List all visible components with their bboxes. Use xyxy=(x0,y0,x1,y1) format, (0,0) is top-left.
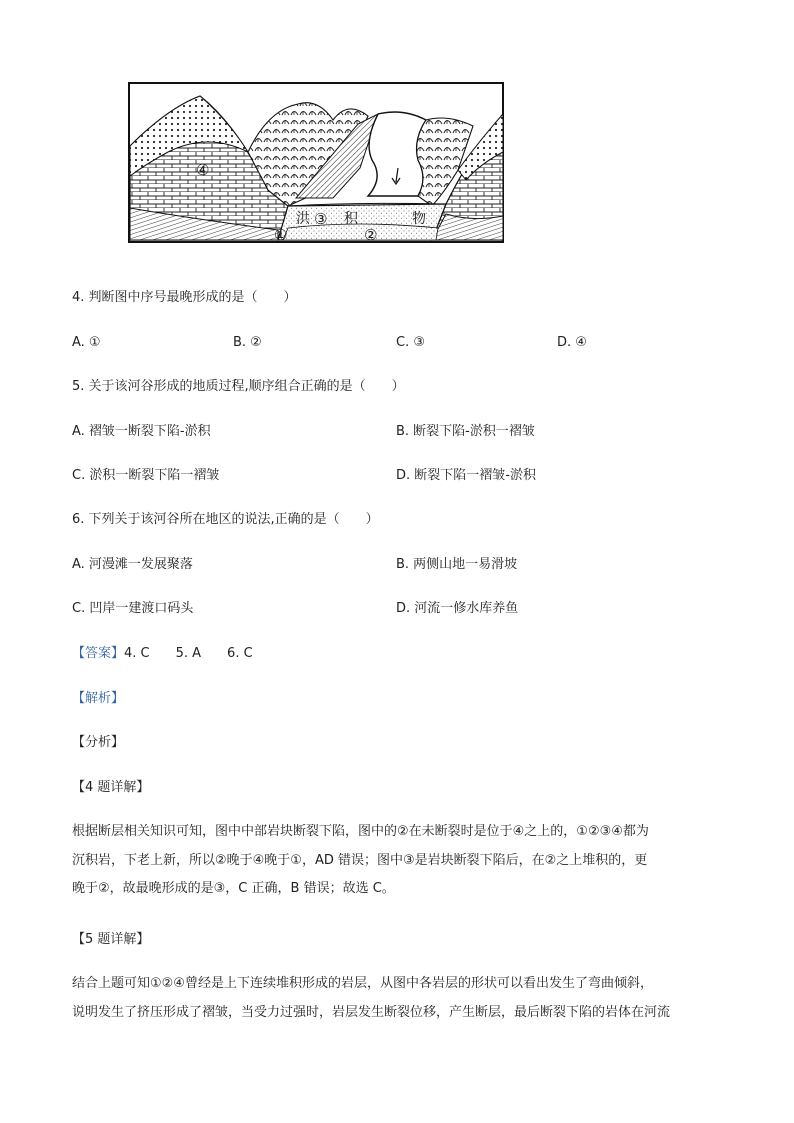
analysis-label: 【解析】 xyxy=(72,691,125,706)
figure-label-4: ④ xyxy=(196,161,210,179)
detail-4-line: 根据断层相关知识可知，图中中部岩块断裂下陷，图中的②在未断裂时是位于④之上的，①②③④都为 xyxy=(72,824,649,839)
q5-option-c: C. 淤积一断裂下陷一褶皱 xyxy=(72,468,220,483)
figure-label-word-3: 物 xyxy=(412,211,426,227)
q6-option-b: B. 两侧山地一易滑坡 xyxy=(396,557,518,572)
q6-option-a: A. 河漫滩一发展聚落 xyxy=(72,557,193,572)
figure-label-3: ③ xyxy=(314,210,328,228)
answer-label: 【答案】 xyxy=(72,646,125,661)
q6-option-d: D. 河流一修水库养鱼 xyxy=(396,601,519,616)
detail-5-line: 说明发生了挤压形成了褶皱，当受力过强时，岩层发生断裂位移，产生断层，最后断裂下陷的岩体在河流 xyxy=(72,1004,671,1020)
q6-option-c: C. 凹岸一建渡口码头 xyxy=(72,601,194,616)
q4-option-c: C. ③ xyxy=(396,335,425,350)
detail-4-body xyxy=(72,818,722,904)
q5-option-a: A. 褶皱一断裂下陷-淤积 xyxy=(72,424,211,439)
detail-5-line: 结合上题可知①②④曾经是上下连续堆积形成的岩层，从图中各岩层的形状可以看出发生了弯曲倾斜， xyxy=(72,976,653,991)
q4-option-a: A. ① xyxy=(72,335,101,350)
q5-stem: 5. 关于该河谷形成的地质过程,顺序组合正确的是（ ） xyxy=(72,379,405,394)
q4-option-d: D. ④ xyxy=(557,335,587,350)
figure-label-word-1: 洪 xyxy=(296,211,310,227)
detail-5-body xyxy=(72,970,722,1027)
figure-label-1: ① xyxy=(274,226,288,244)
detail-4-line: 沉积岩，下老上新，所以②晚于④晚于①，AD 错误；图中③是岩块断裂下陷后，在②之上堆积的，更 xyxy=(72,852,648,868)
q4-option-b: B. ② xyxy=(233,335,262,350)
detail-5-title: 【5 题详解】 xyxy=(72,932,150,947)
q4-stem: 4. 判断图中序号最晚形成的是（ ） xyxy=(72,290,297,305)
q6-stem: 6. 下列关于该河谷所在地区的说法,正确的是（ ） xyxy=(72,512,379,527)
detail-4-title: 【4 题详解】 xyxy=(72,780,150,795)
q5-option-d: D. 断裂下陷一褶皱-淤积 xyxy=(396,468,536,483)
figure-label-2: ② xyxy=(364,226,378,244)
figure-label-word-2: 积 xyxy=(344,211,358,227)
detail-4-line: 晚于②，故最晚形成的是③，C 正确，B 错误；故选 C。 xyxy=(72,881,395,896)
fenxi-label: 【分析】 xyxy=(72,735,125,750)
answer-text: 4. C 5. A 6. C xyxy=(124,646,253,661)
q5-option-b: B. 断裂下陷-淤积一褶皱 xyxy=(396,424,535,439)
answer-line xyxy=(72,644,253,664)
